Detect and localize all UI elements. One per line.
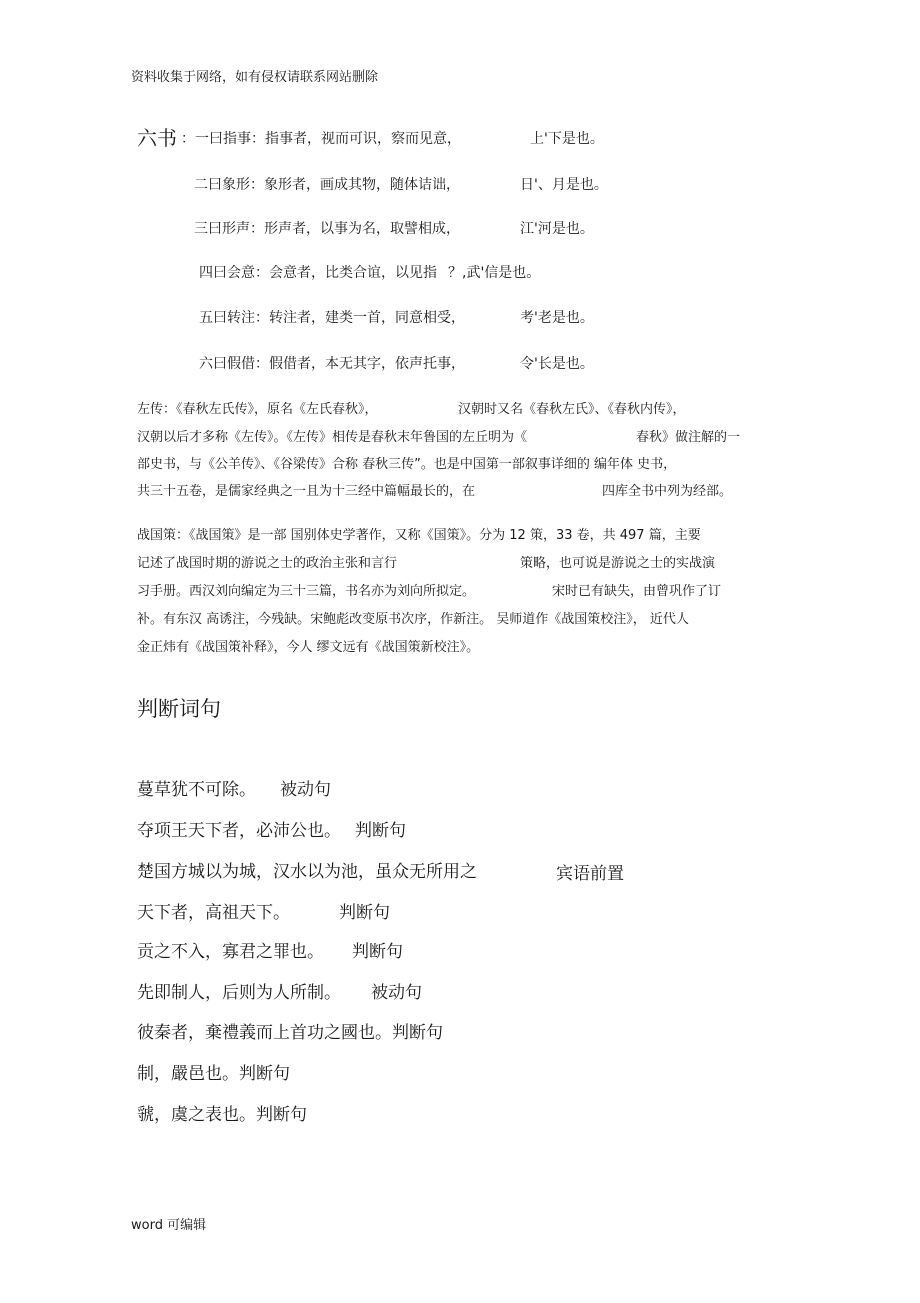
liushu-item-4-def: 四曰会意：会意者，比类合谊，以见指 [199, 265, 437, 281]
zhanguoce-line-3b: 宋时已有缺失，由曾巩作了订 [552, 584, 722, 599]
zhanguoce-line-2b: 策略，也可说是游说之士的实战演 [520, 556, 716, 571]
zhanguoce-line-5: 金正炜有《战国策补释》，今人 缪文远有《战国策新校注》。 [137, 640, 480, 655]
liushu-item-2-example: 日'、月是也。 [520, 177, 608, 193]
zuozhuan-line-2a: 汉朝以后才多称《左传》。《左传》相传是春秋末年鲁国的左丘明为《 [137, 430, 528, 445]
zhanguoce-line-2a: 记述了战国时期的游说之士的政治主张和言行 [137, 556, 398, 571]
sentence-9-text: 虢，虞之表也。判断句 [137, 1105, 307, 1125]
footer-label: word 可编辑 [131, 1218, 207, 1233]
sentence-1-text: 蔓草犹不可除。 [137, 780, 256, 800]
liushu-item-6-def: 六曰假借：假借者，本无其字，依声托事， [199, 356, 465, 372]
liushu-item-3-example: 江'河是也。 [520, 221, 594, 237]
liushu-item-3-def: 三曰形声：形声者，以事为名，取譬相成， [194, 221, 460, 237]
zuozhuan-line-2b: 春秋》做注解的一 [636, 430, 741, 445]
zuozhuan-line-1b: 汉朝时又名《春秋左氏》、《春秋内传》， [458, 402, 686, 417]
zhanguoce-line-3a: 习手册。西汉刘向编定为三十三篇，书名亦为刘向所拟定。 [137, 584, 476, 599]
sentence-2-type: 判断句 [355, 821, 406, 841]
liushu-item-2-def: 二曰象形：象形者，画成其物，随体诘诎， [194, 177, 460, 193]
sentence-5-type: 判断句 [352, 942, 403, 962]
liushu-item-1-def: ：一曰指事：指事者，视而可识，察而见意， [181, 131, 461, 147]
sentence-5-text: 贡之不入，寡君之罪也。 [137, 942, 324, 962]
zhanguoce-line-4: 补。有东汉 高诱注，今残缺。宋鲍彪改变原书次序，作新注。 吴师道作《战国策校注》， 近代人 [137, 612, 689, 627]
liushu-title: 六书 [137, 126, 177, 150]
liushu-item-4-example: ？,武'信是也。 [448, 265, 541, 281]
sentence-6-text: 先即制人，后则为人所制。 [137, 983, 341, 1003]
sentence-7-text: 彼秦者，棄禮義而上首功之國也。判断句 [137, 1023, 443, 1043]
zuozhuan-line-4b: 四库全书中列为经部。 [602, 484, 733, 499]
sentence-2-text: 夺项王天下者，必沛公也。 [137, 821, 341, 841]
sentence-3-text: 楚国方城以为城，汉水以为池，虽众无所用之 [137, 862, 477, 882]
liushu-item-5-example: 考'老是也。 [520, 310, 594, 326]
sentence-4-text: 天下者，高祖天下。 [137, 903, 290, 923]
liushu-item-6-example: 令'长是也。 [520, 356, 594, 372]
liushu-item-5-def: 五曰转注：转注者，建类一首，同意相受， [199, 310, 465, 326]
liushu-item-1-example: 上'下是也。 [530, 131, 604, 147]
sentence-8-text: 制，嚴邑也。判断句 [137, 1064, 290, 1084]
sentence-6-type: 被动句 [371, 983, 422, 1003]
zhanguoce-line-1: 战国策：《战国策》是一部 国别体史学著作，又称《国策》。分为 12 策，33 卷，共 497 篇，主要 [137, 528, 701, 543]
zuozhuan-line-1a: 左传：《春秋左氏传》，原名《左氏春秋》， [137, 402, 378, 417]
sentence-4-type: 判断句 [339, 903, 390, 923]
section-title: 判断词句 [137, 697, 221, 721]
zuozhuan-line-3: 部史书，与《公羊传》、《谷梁传》合称 春秋三传”。也是中国第一部叙事详细的 编年体 史书， [137, 457, 677, 472]
header-notice: 资料收集于网络，如有侵权请联系网站删除 [131, 70, 379, 85]
sentence-3-type: 宾语前置 [556, 864, 624, 884]
zuozhuan-line-4a: 共三十五卷，是儒家经典之一且为十三经中篇幅最长的，在 [137, 484, 476, 499]
sentence-1-type: 被动句 [280, 780, 331, 800]
